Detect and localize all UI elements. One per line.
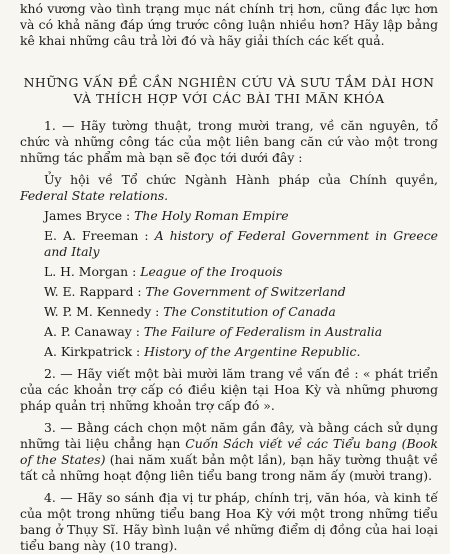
item-2-paragraph: 2. — Hãy viết một bài mười lăm trang về vấn đề : « phát triển của các khoản trợ cấp có điều kiện tại Hoa Kỳ và những phương pháp quản trị những khoản trợ cấp đó ». bbox=[20, 366, 438, 413]
reference-author: W. P. M. Kennedy : bbox=[44, 304, 164, 319]
reference-item bbox=[20, 264, 438, 280]
item-3-after: (hai năm xuất bản một lần), bạn hãy tường thuật về tất cả những hoạt động liên tiểu bang trong năm ấy (mười trang). bbox=[20, 452, 438, 483]
reference-author: A. Kirkpatrick : bbox=[44, 344, 145, 359]
reference-item bbox=[20, 228, 438, 260]
reference-title: The Failure of Federalism in Australia bbox=[143, 324, 383, 339]
reference-item bbox=[20, 304, 438, 320]
reference-author: A. P. Canaway : bbox=[44, 324, 144, 339]
reference-item bbox=[20, 208, 438, 224]
reference-title: The Government of Switzerland bbox=[145, 284, 346, 299]
reference-author: James Bryce : bbox=[44, 208, 135, 223]
reference-title: History of the Argentine Republic. bbox=[144, 344, 361, 359]
committee-title: Federal State relations. bbox=[20, 188, 169, 203]
committee-prefix: Ủy hội về Tổ chức Ngành Hành pháp của Chính quyền, bbox=[44, 172, 438, 187]
reference-title: The Constitution of Canada bbox=[163, 304, 336, 319]
item-3-before: 3. — Bằng cách chọn một năm gần đây, và bằng cách sử dụng những tài liệu chẳng hạn bbox=[20, 420, 438, 451]
reference-title: League of the Iroquois bbox=[140, 264, 283, 279]
reference-title: The Holy Roman Empire bbox=[134, 208, 289, 223]
reference-item bbox=[20, 344, 438, 360]
item-3-paragraph bbox=[20, 420, 438, 484]
intro-paragraph: khó vương vào tình trạng mục nát chính trị hơn, cũng đắc lực hơn và có khả năng đáp ứng trước công luận nhiều hơn? Hãy lập bảng kê khai những câu trả lời đó và hãy giải thích các kết quả. bbox=[20, 1, 438, 48]
item-1-paragraph: 1. — Hãy tường thuật, trong mười trang, về căn nguyên, tổ chức và những công tác của một liên bang căn cứ vào một trong những tác phẩm mà bạn sẽ đọc tới dưới đây : bbox=[20, 118, 438, 165]
section-heading-line-1: NHỮNG VẤN ĐỀ CẦN NGHIÊN CỨU VÀ SƯU TẦM DÀI HƠN bbox=[23, 75, 435, 90]
reference-item bbox=[20, 284, 438, 300]
reference-author: L. H. Morgan : bbox=[44, 264, 141, 279]
section-heading-line-2: VÀ THÍCH HỢP VỚI CÁC BÀI THI MÃN KHÓA bbox=[73, 91, 385, 106]
reference-author: W. E. Rappard : bbox=[44, 284, 146, 299]
reference-title: A history of Federal Government in Greece and Italy bbox=[44, 228, 438, 259]
item-4-paragraph: 4. — Hãy so sánh địa vị tư pháp, chính trị, văn hóa, và kinh tế của một trong những tiểu bang Hoa Kỳ với một trong những tiểu bang ở Thụy Sĩ. Hãy bình luận về những điểm dị đồng của hai loại tiểu bang này (10 trang). bbox=[20, 490, 438, 553]
committee-paragraph bbox=[20, 172, 438, 204]
item-3-book-title: Cuốn Sách viết về các Tiểu bang (Book of the States) bbox=[20, 436, 438, 467]
reference-item bbox=[20, 324, 438, 340]
section-heading bbox=[20, 75, 438, 107]
reference-author: E. A. Freeman : bbox=[44, 228, 155, 243]
